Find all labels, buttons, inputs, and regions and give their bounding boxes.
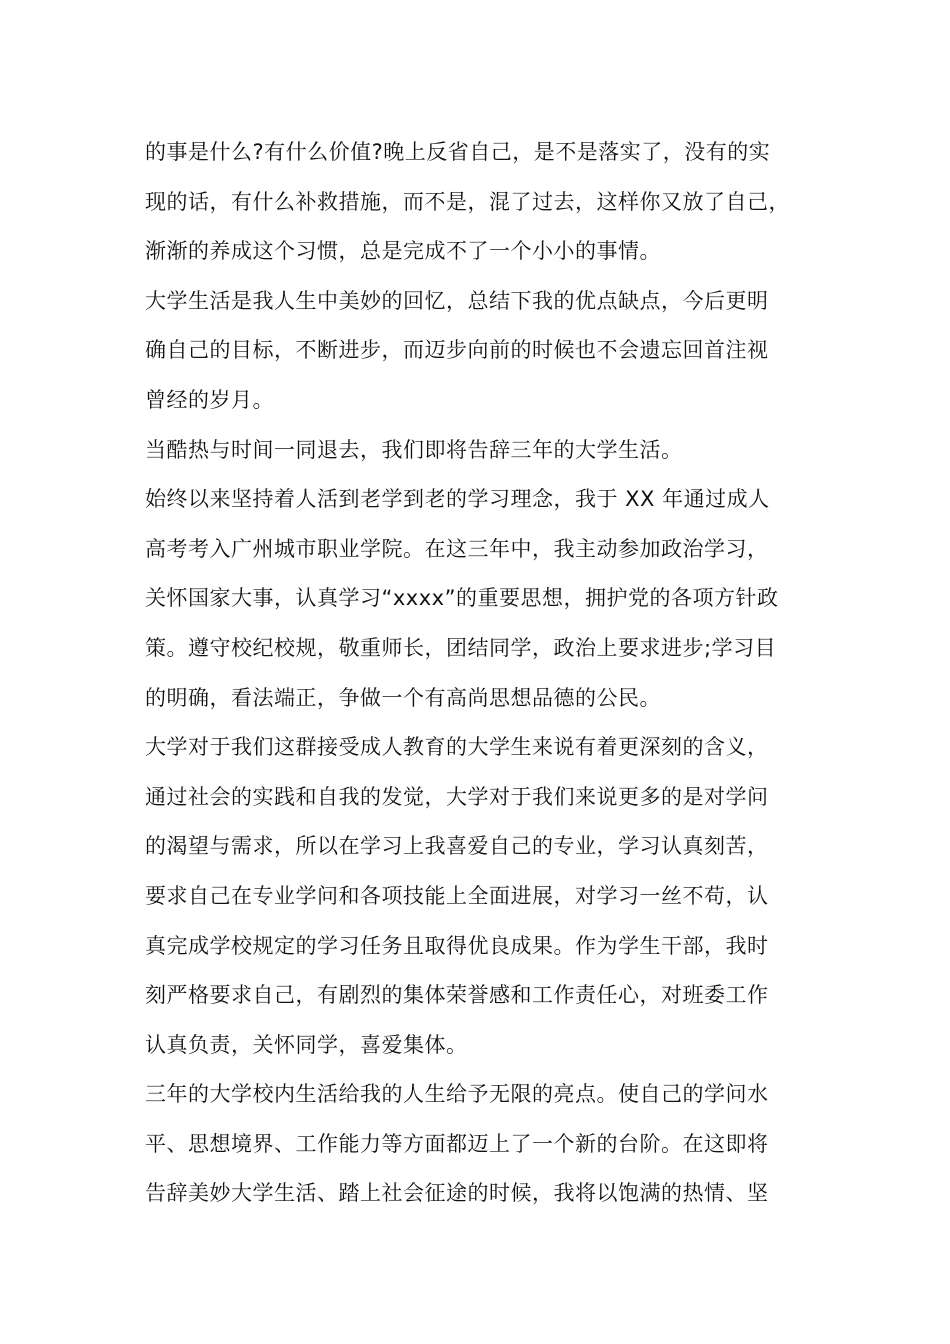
text-line: 真完成学校规定的学习任务且取得优良成果。作为学生干部，我时 <box>145 933 769 958</box>
text-line: 策。遵守校纪校规，敬重师长，团结同学，政治上要求进步;学习目 <box>145 635 777 660</box>
text-line: 要求自己在专业学问和各项技能上全面进展，对学习一丝不苟，认 <box>145 883 769 908</box>
text-line: 认真负责，关怀同学，喜爱集体。 <box>145 1032 468 1057</box>
document-body <box>145 128 825 1219</box>
text-line: 现的话，有什么补救措施，而不是，混了过去，这样你又放了自己， <box>145 189 790 214</box>
text-line: 渐渐的养成这个习惯，总是完成不了一个小小的事情。 <box>145 239 661 264</box>
text-line: 的明确，看法端正，争做一个有高尚思想品德的公民。 <box>145 685 661 710</box>
text-line: 的事是什么?有什么价值?晚上反省自己，是不是落实了，没有的实 <box>145 140 771 164</box>
text-line: 始终以来坚持着人活到老学到老的学习理念，我于 XX 年通过成人 <box>145 487 770 512</box>
text-line: 曾经的岁月。 <box>145 387 274 412</box>
text-line: 告辞美妙大学生活、踏上社会征途的时候，我将以饱满的热情、坚 <box>145 1181 769 1206</box>
text-line: 大学对于我们这群接受成人教育的大学生来说有着更深刻的含义， <box>145 735 769 760</box>
text-line: 三年的大学校内生活给我的人生给予无限的亮点。使自己的学问水 <box>145 1082 769 1107</box>
text-line: 通过社会的实践和自我的发觉，大学对于我们来说更多的是对学问 <box>145 784 769 809</box>
text-line: 当酷热与时间一同退去，我们即将告辞三年的大学生活。 <box>145 437 683 462</box>
text-line: 平、思想境界、工作能力等方面都迈上了一个新的台阶。在这即将 <box>145 1131 769 1156</box>
text-line: 刻严格要求自己，有剧烈的集体荣誉感和工作责任心，对班委工作 <box>145 983 769 1008</box>
text-line: 确自己的目标，不断进步，而迈步向前的时候也不会遗忘回首注视 <box>145 338 769 363</box>
text-line: 关怀国家大事，认真学习“xxxx”的重要思想，拥护党的各项方针政 <box>145 586 779 611</box>
text-line: 高考考入广州城市职业学院。在这三年中，我主动参加政治学习， <box>145 536 769 561</box>
text-line: 大学生活是我人生中美妙的回忆，总结下我的优点缺点，今后更明 <box>145 288 769 313</box>
text-line: 的渴望与需求，所以在学习上我喜爱自己的专业，学习认真刻苦， <box>145 834 769 859</box>
